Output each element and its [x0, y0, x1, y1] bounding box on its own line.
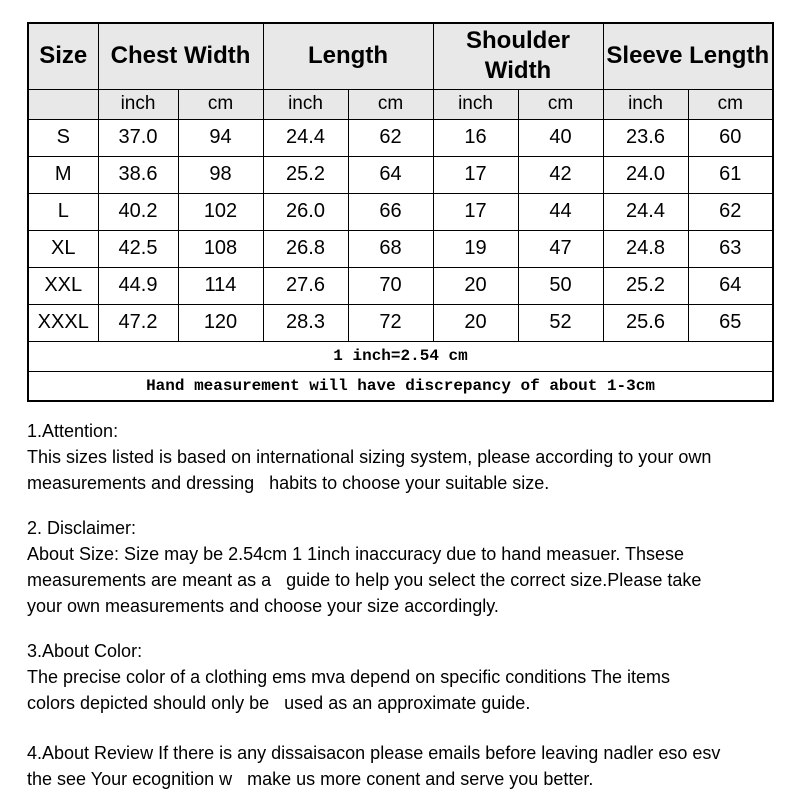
section-line: your own measurements and choose your size accordingly. [27, 596, 499, 616]
table-cell: 37.0 [98, 119, 178, 156]
table-cell: 61 [688, 156, 773, 193]
table-cell: 25.2 [603, 267, 688, 304]
notes-text [27, 418, 773, 792]
section-line: 4.About Review If there is any dissaisacon please emails before leaving nadler eso esv [27, 743, 721, 763]
table-cell: 64 [348, 156, 433, 193]
size-label: S [28, 119, 98, 156]
table-cell: 47.2 [98, 304, 178, 341]
measurement-discrepancy-row [28, 371, 773, 401]
table-cell: 20 [433, 267, 518, 304]
table-cell: 25.6 [603, 304, 688, 341]
table-cell: 62 [348, 119, 433, 156]
unit-header-empty [28, 89, 98, 119]
size-row-l [28, 193, 773, 230]
table-cell: 26.0 [263, 193, 348, 230]
table-cell: 62 [688, 193, 773, 230]
table-cell: 40.2 [98, 193, 178, 230]
table-cell: 28.3 [263, 304, 348, 341]
table-cell: 60 [688, 119, 773, 156]
section-line: This sizes listed is based on international sizing system, please according to your own [27, 447, 712, 467]
table-cell: 17 [433, 193, 518, 230]
table-cell: 27.6 [263, 267, 348, 304]
table-cell: 16 [433, 119, 518, 156]
table-cell: 70 [348, 267, 433, 304]
unit-header: cm [178, 89, 263, 119]
size-label: L [28, 193, 98, 230]
unit-header-row [28, 89, 773, 119]
size-label: XL [28, 230, 98, 267]
section-line: the see Your ecognition w make us more conent and serve you better. [27, 769, 594, 789]
table-cell: 25.2 [263, 156, 348, 193]
table-cell: 102 [178, 193, 263, 230]
table-cell: 44.9 [98, 267, 178, 304]
table-cell: 20 [433, 304, 518, 341]
unit-header: inch [98, 89, 178, 119]
size-chart-table [27, 22, 774, 402]
size-label: XXL [28, 267, 98, 304]
table-cell: 108 [178, 230, 263, 267]
section-heading: 3.About Color: [27, 641, 143, 661]
table-cell: 120 [178, 304, 263, 341]
unit-header: cm [518, 89, 603, 119]
table-cell: 47 [518, 230, 603, 267]
col-header-length: Length [263, 23, 433, 89]
table-cell: 42 [518, 156, 603, 193]
size-row-m [28, 156, 773, 193]
table-cell: 17 [433, 156, 518, 193]
table-cell: 19 [433, 230, 518, 267]
unit-header: inch [603, 89, 688, 119]
table-cell: 24.4 [263, 119, 348, 156]
size-row-xl [28, 230, 773, 267]
size-label: XXXL [28, 304, 98, 341]
section-heading: 2. Disclaimer: [27, 518, 137, 538]
size-row-s [28, 119, 773, 156]
section-about-color [27, 638, 773, 716]
table-cell: 72 [348, 304, 433, 341]
section-line: measurements are meant as a guide to help you select the correct size.Please take [27, 570, 702, 590]
col-header-sleeve-length: Sleeve Length [603, 23, 773, 89]
section-disclaimer [27, 515, 773, 619]
table-cell: 26.8 [263, 230, 348, 267]
col-header-chest-width: Chest Width [98, 23, 263, 89]
table-cell: 38.6 [98, 156, 178, 193]
section-heading: 1.Attention: [27, 421, 119, 441]
section-line: About Size: Size may be 2.54cm 1 1inch inaccuracy due to hand measuer. Thsese [27, 544, 685, 564]
table-cell: 42.5 [98, 230, 178, 267]
size-row-xxl [28, 267, 773, 304]
col-header-shoulder-width: Shoulder Width [433, 23, 603, 89]
table-cell: 68 [348, 230, 433, 267]
table-cell: 114 [178, 267, 263, 304]
unit-header: inch [263, 89, 348, 119]
table-cell: 94 [178, 119, 263, 156]
table-cell: 44 [518, 193, 603, 230]
table-cell: 23.6 [603, 119, 688, 156]
section-attention [27, 418, 773, 496]
table-cell: 64 [688, 267, 773, 304]
measurement-discrepancy-note: Hand measurement will have discrepancy of about 1-3cm [28, 371, 773, 401]
col-header-size: Size [28, 23, 98, 89]
section-line: The precise color of a clothing ems mva depend on specific conditions The items [27, 667, 670, 687]
section-about-review [27, 740, 773, 792]
group-header-row [28, 23, 773, 89]
unit-header: cm [688, 89, 773, 119]
section-line: measurements and dressing habits to choose your suitable size. [27, 473, 550, 493]
table-cell: 98 [178, 156, 263, 193]
table-cell: 50 [518, 267, 603, 304]
table-cell: 24.8 [603, 230, 688, 267]
table-cell: 66 [348, 193, 433, 230]
table-cell: 40 [518, 119, 603, 156]
table-cell: 63 [688, 230, 773, 267]
section-line: colors depicted should only be used as an approximate guide. [27, 693, 531, 713]
table-cell: 24.4 [603, 193, 688, 230]
size-row-xxxl [28, 304, 773, 341]
unit-header: inch [433, 89, 518, 119]
inch-conversion-note: 1 inch=2.54 cm [28, 341, 773, 371]
table-cell: 65 [688, 304, 773, 341]
size-label: M [28, 156, 98, 193]
table-cell: 52 [518, 304, 603, 341]
inch-conversion-row [28, 341, 773, 371]
unit-header: cm [348, 89, 433, 119]
table-cell: 24.0 [603, 156, 688, 193]
